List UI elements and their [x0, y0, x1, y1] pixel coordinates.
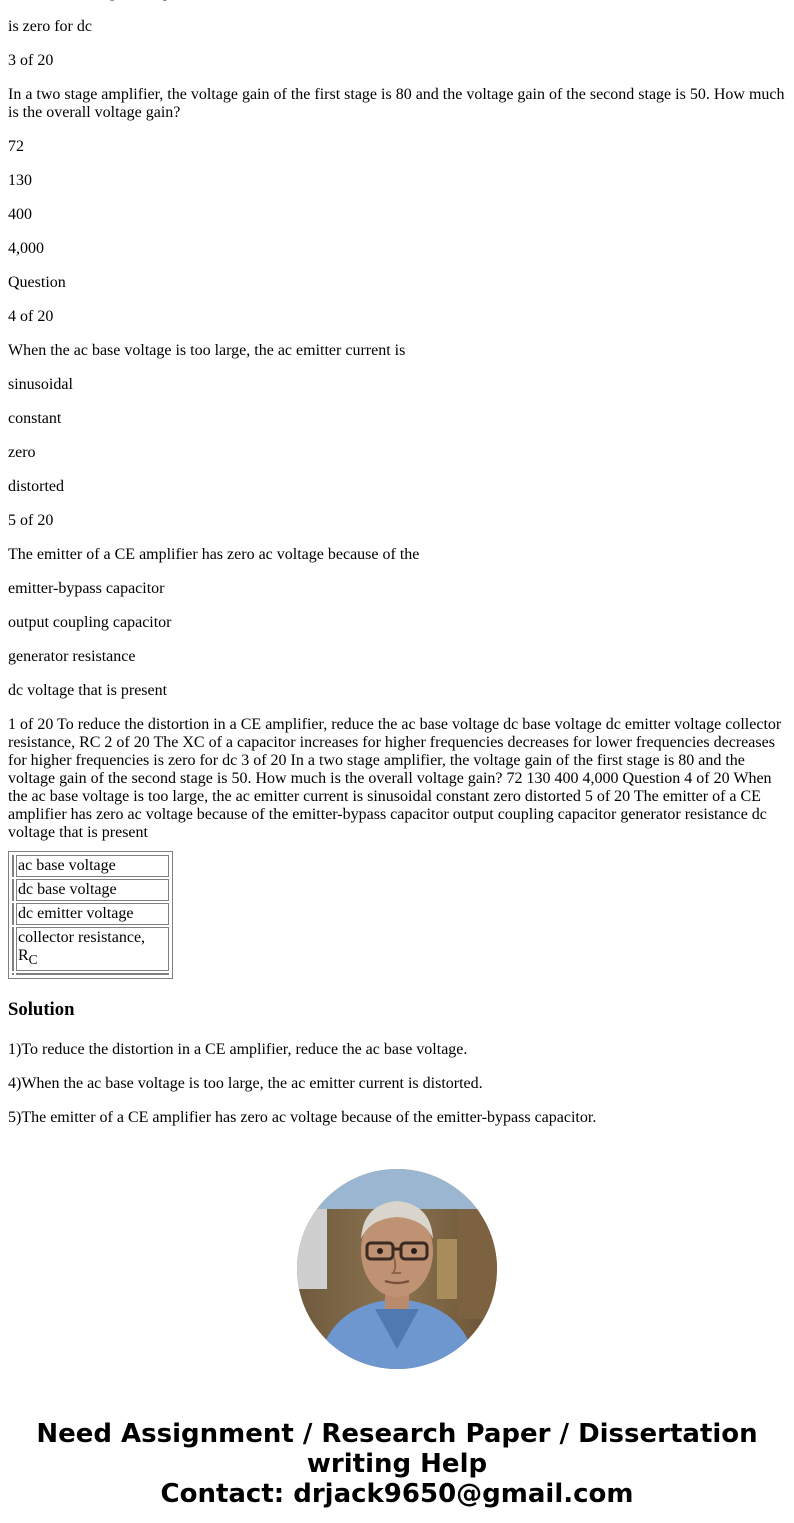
answer-option: 130 — [8, 172, 32, 189]
table-cell: dc emitter voltage — [16, 903, 169, 925]
table-row — [12, 973, 169, 975]
cell-text: collector resistance, R — [18, 929, 146, 964]
question-number: 5 of 20 — [8, 512, 54, 529]
table-row — [12, 903, 169, 925]
answer-option: zero — [8, 444, 36, 461]
answer-option: sinusoidal — [8, 376, 73, 393]
table-cell: ac base voltage — [16, 855, 169, 877]
answer-option: 72 — [8, 138, 24, 155]
question-text: The emitter of a CE amplifier has zero ac voltage because of the — [8, 546, 420, 563]
table-row — [12, 879, 169, 901]
answer-option: output coupling capacitor — [8, 614, 172, 631]
solution-heading: Solution — [8, 999, 75, 1021]
table-cell — [16, 927, 169, 971]
table-row — [12, 927, 169, 971]
options-table — [8, 851, 173, 979]
answer-option: generator resistance — [8, 648, 136, 665]
answer-option: 4,000 — [8, 240, 44, 257]
answer-option: dc voltage that is present — [8, 682, 168, 699]
table-cell: dc base voltage — [16, 879, 169, 901]
solution-answer: 1)To reduce the distortion in a CE amplifier, reduce the ac base voltage. — [8, 1041, 468, 1059]
portrait-image — [297, 1169, 497, 1369]
answer-option: distorted — [8, 478, 64, 495]
document-body — [8, 0, 786, 1509]
text-line: is zero for dc — [8, 18, 92, 35]
solution-answer: 5)The emitter of a CE amplifier has zero ac voltage because of the emitter-bypass capacitor. — [8, 1109, 597, 1127]
text-line — [8, 0, 786, 2]
avatar — [297, 1169, 497, 1369]
table-row — [12, 855, 169, 877]
question-text: When the ac base voltage is too large, the ac emitter current is — [8, 342, 406, 359]
summary-paragraph: 1 of 20 To reduce the distortion in a CE amplifier, reduce the ac base voltage dc base voltage dc emitter voltage collector resistance, RC 2 of 20 The XC of a capacitor increases for higher frequencies decreases for lower frequencies decreases for higher frequencies is zero for dc 3 of 20 In a two stage amplifier, the voltage gain of the first stage is 80 and the voltage gain of the second stage is 50. How much is the overall voltage gain? 72 130 400 4,000 Question 4 of 20 When the ac base voltage is too large, the ac emitter current is sinusoidal constant zero distorted 5 of 20 The emitter of a CE amplifier has zero ac voltage because of the emitter-bypass capacitor output coupling capacitor generator resistance dc voltage that is present — [8, 716, 782, 841]
answer-option: constant — [8, 410, 62, 427]
promo-line: Need Assignment / Research Paper / Dissertation — [36, 1419, 758, 1450]
promo-contact: Contact: drjack9650@gmail.com — [160, 1479, 634, 1510]
question-number: 3 of 20 — [8, 52, 54, 69]
text-line: Question — [8, 274, 66, 291]
promo-line: writing Help — [306, 1449, 488, 1480]
question-number: 4 of 20 — [8, 308, 54, 325]
solution-answer: 4)When the ac base voltage is too large, the ac emitter current is distorted. — [8, 1075, 483, 1093]
answer-option: 400 — [8, 206, 32, 223]
answer-option: emitter-bypass capacitor — [8, 580, 165, 597]
promo-banner — [8, 1419, 786, 1509]
question-text: In a two stage amplifier, the voltage gain of the first stage is 80 and the voltage gain of the second stage is 50. How much is the overall voltage gain? — [8, 86, 785, 121]
subscript: C — [28, 952, 38, 968]
avatar-container — [8, 1169, 786, 1369]
